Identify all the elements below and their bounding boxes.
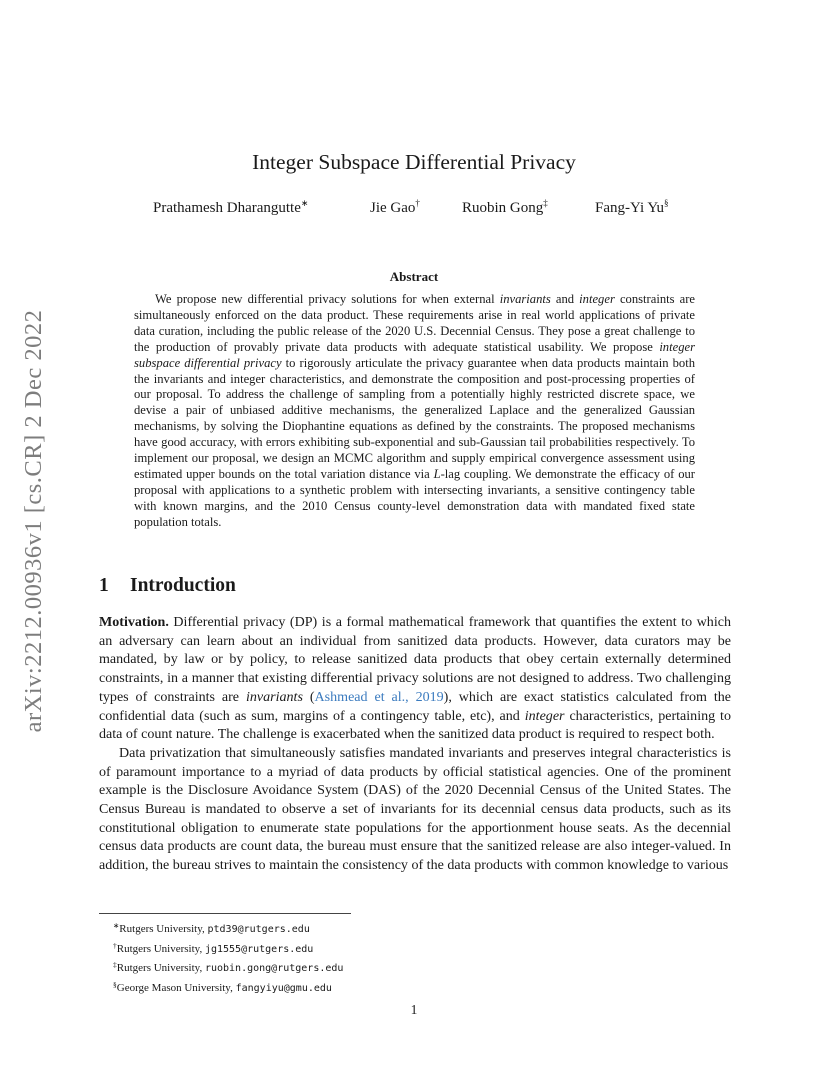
footnote: §George Mason University, fangyiyu@gmu.edu [113, 979, 332, 994]
author-footnote-mark[interactable]: ∗ [300, 198, 309, 208]
section-title: Introduction [130, 575, 236, 596]
page-number: 1 [410, 1002, 418, 1017]
author-footnote-mark[interactable]: § [664, 198, 669, 208]
author: Ruobin Gong‡ [462, 198, 548, 216]
footnote: ‡Rutgers University, ruobin.gong@rutgers.edu [113, 960, 344, 974]
section-number: 1 [99, 575, 109, 596]
citation-link[interactable]: 2019 [415, 688, 444, 705]
section-heading [99, 575, 236, 597]
footnote: ∗Rutgers University, ptd39@rutgers.edu [113, 921, 310, 935]
arxiv-identifier-stamp: arXiv:2212.00936v1 [cs.CR] 2 Dec 2022 [20, 309, 47, 733]
author-footnote-mark[interactable]: ‡ [543, 198, 548, 208]
citation-link[interactable]: Ashmead et al., [314, 688, 409, 705]
author: Jie Gao† [370, 198, 420, 216]
footnote-divider [99, 913, 351, 914]
email-address[interactable]: jg1555@rutgers.edu [204, 943, 314, 955]
paragraph: Data privatization that simultaneously satisfies mandated invariants and preserves integral characteristics is of paramount importance to a myriad of data products by official statistical agencies. One of the prominent example is the Disclosure Avoidance System (DAS) of the 2020 Decennial Census of the United States. The Census Bureau is mandated to observe a set of invariants for its decennial census data products, such as its constitutional obligation to enumerate state populations for the apportionment house seats. As the decennial census data products are count data, the bureau must ensure that the sanitized release are also integer-valued. In addition, the bureau strives to maintain the consistency of the data products with common knowledge to various [99, 744, 731, 874]
footnotes [113, 918, 343, 996]
author: Fang-Yi Yu§ [595, 198, 669, 216]
author: Prathamesh Dharangutte∗ [153, 198, 309, 216]
footnote: †Rutgers University, jg1555@rutgers.edu [113, 940, 314, 955]
email-address[interactable]: fangyiyu@gmu.edu [235, 982, 332, 994]
author-footnote-mark[interactable]: † [415, 198, 420, 208]
abstract-text: We propose new differential privacy solutions for when external invariants and integer constraints are simultaneously enforced on the data product. These requirements arise in real world applications of private data curation, including the public release of the 2020 U.S. Decennial Census. They pose a great challenge to the production of provably private data products with adequate statistical usability. We propose integer subspace differential privacy to rigorously articulate the privacy guarantee when data products maintain both the invariants and integer characteristics, and demonstrate the composition and post-processing properties of our proposal. To address the challenge of sampling from a potentially highly restricted discrete space, we devise a pair of unbiased additive mechanisms, the generalized Laplace and the generalized Gaussian mechanisms, by solving the Diophantine equations as defined by the constraints. The proposed mechanisms have good accuracy, with errors exhibiting sub-exponential and sub-Gaussian tail probabilities respectively. To implement our proposal, we design an MCMC algorithm and supply empirical convergence assessment using estimated upper bounds on the total variation distance via L-lag coupling. We demonstrate the efficacy of our proposal with applications to a synthetic problem with intersecting invariants, a sensitive contingency table with known margins, and the 2010 Census county-level demonstration data with mandated fixed state population totals. [134, 292, 696, 529]
paper-title: Integer Subspace Differential Privacy [252, 150, 576, 174]
email-address[interactable]: ruobin.gong@rutgers.edu [204, 963, 344, 974]
email-address[interactable]: ptd39@rutgers.edu [207, 924, 310, 935]
body-text [99, 613, 731, 875]
abstract-heading: Abstract [389, 269, 439, 284]
paragraph: Motivation. Differential privacy (DP) is a formal mathematical framework that quantifies the extent to which an adversary can learn about an individual from sanitized data products. However, data curators may be mandated, by law or by policy, to release sanitized data products that obey certain externally determined constraints, in a manner that existing differential privacy solutions are not designed to address. Two challenging types of constraints are invariants (Ashmead et al., 2019), which are exact statistics calculated from the confidential data (such as sum, margins of a contingency table, etc), and integer characteristics, pertaining to data of count nature. The challenge is exacerbated when the sanitized data product is required to respect both. [99, 614, 732, 743]
